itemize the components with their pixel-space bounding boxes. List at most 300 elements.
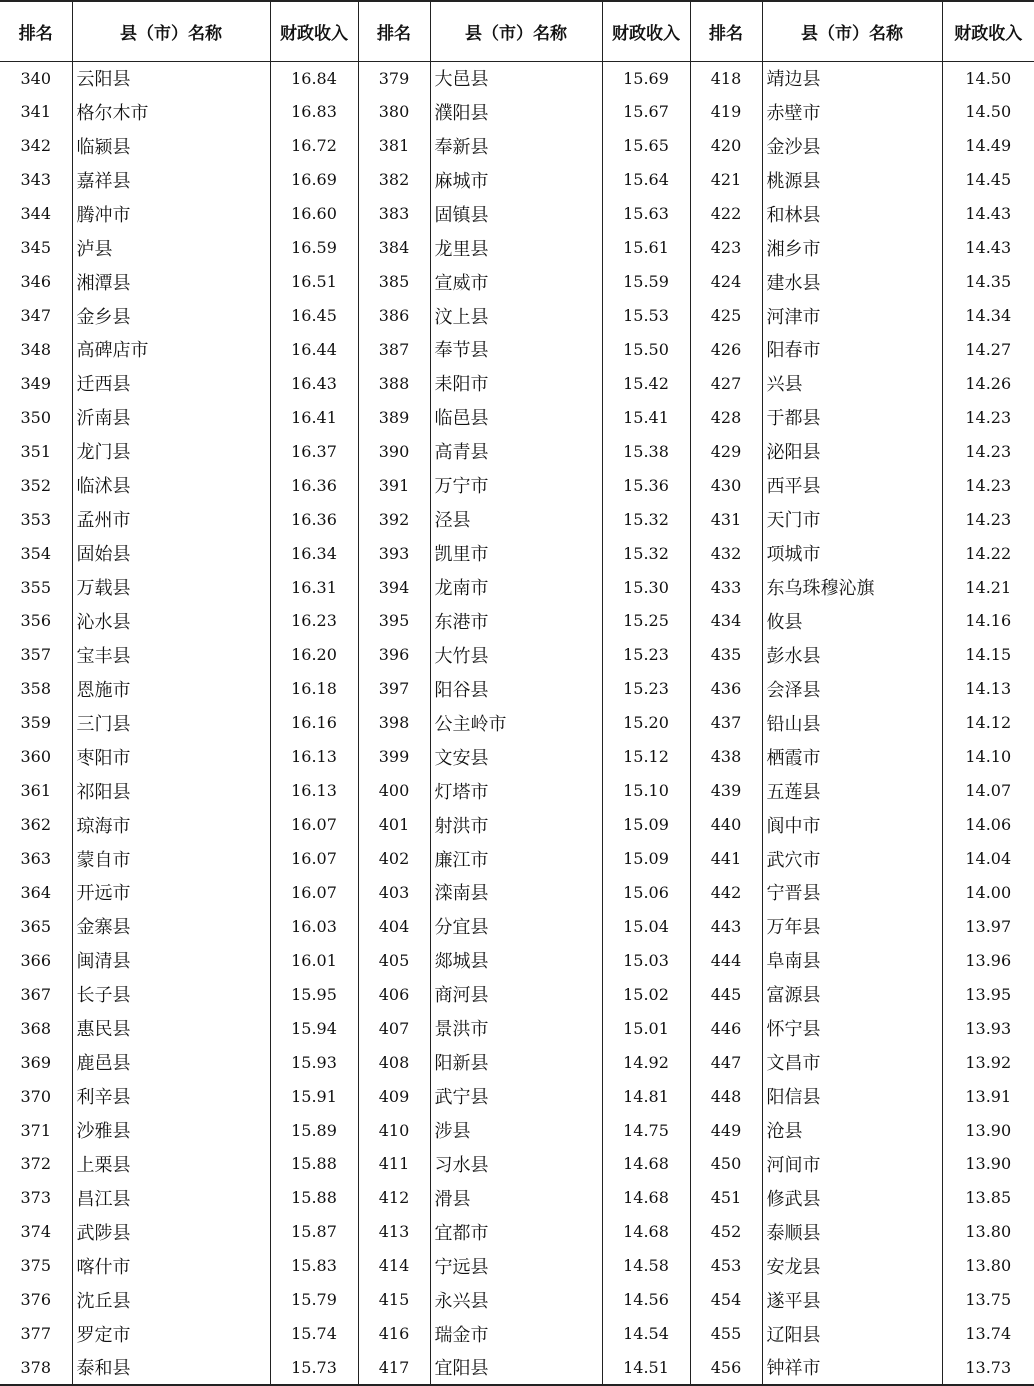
fiscal-revenue-cell: 15.32 (602, 536, 690, 570)
county-name-cell: 宝丰县 (72, 638, 270, 672)
fiscal-revenue-cell: 15.61 (602, 231, 690, 265)
county-name-cell: 汶上县 (430, 299, 602, 333)
county-name-cell: 宜阳县 (430, 1351, 602, 1385)
fiscal-revenue-cell: 14.23 (942, 468, 1034, 502)
rank-cell: 397 (358, 672, 430, 706)
county-name-cell: 赤壁市 (762, 95, 942, 129)
rank-cell: 372 (20, 1154, 52, 1174)
fiscal-revenue-cell: 16.43 (270, 366, 358, 400)
table-header (0, 1, 1034, 61)
county-name-cell: 文昌市 (762, 1045, 942, 1079)
header-fiscal-revenue: 财政收入 (602, 1, 690, 61)
rank-cell: 417 (358, 1351, 430, 1385)
county-name-cell: 安龙县 (762, 1249, 942, 1283)
county-name-cell: 奉新县 (430, 129, 602, 163)
rank-cell: 439 (690, 774, 762, 808)
county-name-cell: 景洪市 (430, 1011, 602, 1045)
county-name-cell: 腾冲市 (72, 197, 270, 231)
county-name-cell: 于都县 (762, 400, 942, 434)
rank-cell: 366 (20, 950, 52, 970)
county-name-cell: 建水县 (762, 265, 942, 299)
county-name-cell: 麻城市 (430, 163, 602, 197)
fiscal-revenue-cell: 15.42 (602, 366, 690, 400)
rank-cell: 426 (690, 333, 762, 367)
rank-cell: 399 (358, 740, 430, 774)
county-name-cell: 阳春市 (762, 333, 942, 367)
fiscal-revenue-cell: 14.68 (602, 1215, 690, 1249)
county-name-cell: 滑县 (430, 1181, 602, 1215)
rank-cell: 416 (358, 1317, 430, 1351)
fiscal-revenue-cell: 14.51 (602, 1351, 690, 1385)
table-row (0, 502, 1034, 536)
rank-cell: 364 (20, 882, 52, 902)
fiscal-revenue-cell: 15.12 (602, 740, 690, 774)
county-name-cell: 习水县 (430, 1147, 602, 1181)
table-row (0, 1215, 1034, 1249)
rank-cell: 454 (690, 1283, 762, 1317)
rank-cell: 449 (690, 1113, 762, 1147)
rank-cell: 418 (690, 61, 762, 95)
fiscal-revenue-cell: 16.34 (270, 536, 358, 570)
rank-cell: 360 (20, 747, 52, 767)
county-name-cell: 铅山县 (762, 706, 942, 740)
rank-cell: 373 (20, 1188, 52, 1208)
fiscal-revenue-cell: 14.23 (942, 502, 1034, 536)
rank-cell: 452 (690, 1215, 762, 1249)
rank-cell: 370 (20, 1086, 52, 1106)
rank-cell: 389 (358, 400, 430, 434)
fiscal-revenue-cell: 14.06 (942, 808, 1034, 842)
county-name-cell: 天门市 (762, 502, 942, 536)
rank-cell: 357 (20, 645, 52, 665)
county-name-cell: 泌阳县 (762, 434, 942, 468)
rank-cell: 395 (358, 604, 430, 638)
county-name-cell: 固始县 (72, 536, 270, 570)
county-name-cell: 孟州市 (72, 502, 270, 536)
rank-cell: 374 (20, 1222, 52, 1242)
fiscal-revenue-cell: 16.13 (270, 740, 358, 774)
fiscal-revenue-cell: 14.50 (942, 95, 1034, 129)
county-name-cell: 泰顺县 (762, 1215, 942, 1249)
county-name-cell: 嘉祥县 (72, 163, 270, 197)
rank-cell: 447 (690, 1045, 762, 1079)
fiscal-revenue-cell: 15.67 (602, 95, 690, 129)
rank-cell: 442 (690, 876, 762, 910)
table-row (0, 95, 1034, 129)
fiscal-revenue-cell: 16.84 (270, 61, 358, 95)
county-name-cell: 阜南县 (762, 943, 942, 977)
rank-cell: 437 (690, 706, 762, 740)
fiscal-revenue-cell: 15.69 (602, 61, 690, 95)
county-name-cell: 遂平县 (762, 1283, 942, 1317)
county-name-cell: 射洪市 (430, 808, 602, 842)
table-row (0, 265, 1034, 299)
rank-cell: 421 (690, 163, 762, 197)
fiscal-revenue-cell: 16.51 (270, 265, 358, 299)
rank-cell: 361 (20, 781, 52, 801)
rank-cell: 393 (358, 536, 430, 570)
fiscal-revenue-cell: 16.20 (270, 638, 358, 672)
county-name-cell: 武穴市 (762, 842, 942, 876)
rank-cell: 371 (20, 1120, 52, 1140)
table-row (0, 299, 1034, 333)
rank-cell: 411 (358, 1147, 430, 1181)
table-row (0, 1011, 1034, 1045)
fiscal-revenue-cell: 13.91 (942, 1079, 1034, 1113)
rank-cell: 446 (690, 1011, 762, 1045)
fiscal-revenue-cell: 15.74 (270, 1317, 358, 1351)
fiscal-revenue-cell: 14.43 (942, 197, 1034, 231)
rank-cell: 444 (690, 943, 762, 977)
rank-cell: 422 (690, 197, 762, 231)
rank-cell: 412 (358, 1181, 430, 1215)
rank-cell: 405 (358, 943, 430, 977)
county-name-cell: 攸县 (762, 604, 942, 638)
fiscal-revenue-cell: 16.18 (270, 672, 358, 706)
fiscal-revenue-cell: 13.73 (942, 1351, 1034, 1385)
table-row (0, 1079, 1034, 1113)
rank-cell: 407 (358, 1011, 430, 1045)
rank-cell: 359 (20, 713, 52, 733)
county-name-cell: 凯里市 (430, 536, 602, 570)
fiscal-revenue-cell: 14.21 (942, 570, 1034, 604)
rank-cell: 382 (358, 163, 430, 197)
fiscal-revenue-cell: 15.53 (602, 299, 690, 333)
county-name-cell: 永兴县 (430, 1283, 602, 1317)
county-name-cell: 临邑县 (430, 400, 602, 434)
county-name-cell: 沧县 (762, 1113, 942, 1147)
fiscal-revenue-cell: 15.23 (602, 672, 690, 706)
county-name-cell: 万年县 (762, 909, 942, 943)
table-row (0, 61, 1034, 95)
fiscal-revenue-cell: 13.90 (942, 1147, 1034, 1181)
fiscal-revenue-cell: 16.60 (270, 197, 358, 231)
county-name-cell: 金寨县 (72, 909, 270, 943)
table-row (0, 909, 1034, 943)
county-name-cell: 鹿邑县 (72, 1045, 270, 1079)
county-name-cell: 金乡县 (72, 299, 270, 333)
fiscal-revenue-cell: 14.45 (942, 163, 1034, 197)
rank-cell: 419 (690, 95, 762, 129)
county-name-cell: 东港市 (430, 604, 602, 638)
table-row (0, 876, 1034, 910)
table-row (0, 604, 1034, 638)
fiscal-revenue-cell: 13.80 (942, 1249, 1034, 1283)
table-row (0, 366, 1034, 400)
fiscal-revenue-cell: 15.25 (602, 604, 690, 638)
rank-cell: 413 (358, 1215, 430, 1249)
table-row (0, 400, 1034, 434)
county-name-cell: 沁水县 (72, 604, 270, 638)
county-name-cell: 云阳县 (72, 61, 270, 95)
rank-cell: 356 (20, 611, 52, 631)
rank-cell: 438 (690, 740, 762, 774)
county-name-cell: 耒阳市 (430, 366, 602, 400)
fiscal-revenue-cell: 15.03 (602, 943, 690, 977)
fiscal-revenue-cell: 15.73 (270, 1351, 358, 1385)
table-row (0, 1351, 1034, 1385)
rank-cell: 453 (690, 1249, 762, 1283)
county-name-cell: 沙雅县 (72, 1113, 270, 1147)
county-name-cell: 项城市 (762, 536, 942, 570)
rank-cell: 375 (20, 1256, 52, 1276)
fiscal-revenue-cell: 14.81 (602, 1079, 690, 1113)
fiscal-revenue-cell: 15.79 (270, 1283, 358, 1317)
table-row (0, 333, 1034, 367)
county-name-cell: 沈丘县 (72, 1283, 270, 1317)
fiscal-revenue-cell: 16.36 (270, 468, 358, 502)
fiscal-revenue-cell: 16.37 (270, 434, 358, 468)
rank-cell: 384 (358, 231, 430, 265)
table-row (0, 706, 1034, 740)
county-name-cell: 泸县 (72, 231, 270, 265)
header-rank: 排名 (0, 1, 72, 61)
rank-cell: 387 (358, 333, 430, 367)
county-name-cell: 河津市 (762, 299, 942, 333)
county-name-cell: 阆中市 (762, 808, 942, 842)
county-name-cell: 宜都市 (430, 1215, 602, 1249)
rank-cell: 386 (358, 299, 430, 333)
rank-cell: 410 (358, 1113, 430, 1147)
county-name-cell: 商河县 (430, 977, 602, 1011)
rank-cell: 346 (20, 272, 52, 292)
rank-cell: 424 (690, 265, 762, 299)
county-name-cell: 昌江县 (72, 1181, 270, 1215)
rank-cell: 434 (690, 604, 762, 638)
rank-cell: 423 (690, 231, 762, 265)
county-name-cell: 会泽县 (762, 672, 942, 706)
county-name-cell: 彭水县 (762, 638, 942, 672)
rank-cell: 377 (20, 1324, 52, 1344)
county-name-cell: 修武县 (762, 1181, 942, 1215)
county-name-cell: 宁晋县 (762, 876, 942, 910)
county-name-cell: 泾县 (430, 502, 602, 536)
rank-cell: 348 (20, 339, 52, 359)
fiscal-revenue-cell: 14.75 (602, 1113, 690, 1147)
rank-cell: 432 (690, 536, 762, 570)
county-name-cell: 泰和县 (72, 1351, 270, 1385)
county-name-cell: 宁远县 (430, 1249, 602, 1283)
rank-cell: 440 (690, 808, 762, 842)
fiscal-revenue-cell: 15.59 (602, 265, 690, 299)
table-row (0, 740, 1034, 774)
county-name-cell: 濮阳县 (430, 95, 602, 129)
rank-cell: 398 (358, 706, 430, 740)
fiscal-revenue-cell: 16.41 (270, 400, 358, 434)
rank-cell: 404 (358, 909, 430, 943)
fiscal-revenue-cell: 15.93 (270, 1045, 358, 1079)
table-row (0, 231, 1034, 265)
table-row (0, 1045, 1034, 1079)
fiscal-revenue-cell: 13.97 (942, 909, 1034, 943)
rank-cell: 408 (358, 1045, 430, 1079)
county-name-cell: 廉江市 (430, 842, 602, 876)
rank-cell: 451 (690, 1181, 762, 1215)
fiscal-revenue-cell: 15.94 (270, 1011, 358, 1045)
table-row (0, 1181, 1034, 1215)
county-name-cell: 固镇县 (430, 197, 602, 231)
rank-cell: 456 (690, 1351, 762, 1385)
rank-cell: 450 (690, 1147, 762, 1181)
rank-cell: 441 (690, 842, 762, 876)
rank-cell: 352 (20, 475, 52, 495)
table-row (0, 197, 1034, 231)
fiscal-revenue-cell: 14.07 (942, 774, 1034, 808)
header-county-name: 县（市）名称 (72, 1, 270, 61)
fiscal-revenue-cell: 13.90 (942, 1113, 1034, 1147)
fiscal-revenue-cell: 16.07 (270, 876, 358, 910)
rank-cell: 443 (690, 909, 762, 943)
fiscal-revenue-cell: 15.09 (602, 842, 690, 876)
fiscal-revenue-cell: 14.16 (942, 604, 1034, 638)
fiscal-revenue-cell: 15.41 (602, 400, 690, 434)
fiscal-revenue-cell: 15.63 (602, 197, 690, 231)
county-name-cell: 钟祥市 (762, 1351, 942, 1385)
fiscal-revenue-cell: 15.89 (270, 1113, 358, 1147)
header-county-name: 县（市）名称 (762, 1, 942, 61)
table-row (0, 977, 1034, 1011)
rank-cell: 402 (358, 842, 430, 876)
county-name-cell: 龙南市 (430, 570, 602, 604)
fiscal-revenue-cell: 14.00 (942, 876, 1034, 910)
fiscal-revenue-cell: 16.07 (270, 808, 358, 842)
table-row (0, 842, 1034, 876)
fiscal-revenue-cell: 15.04 (602, 909, 690, 943)
fiscal-revenue-cell: 14.26 (942, 366, 1034, 400)
county-name-cell: 和林县 (762, 197, 942, 231)
rank-cell: 349 (20, 373, 52, 393)
fiscal-revenue-cell: 15.02 (602, 977, 690, 1011)
rank-cell: 428 (690, 400, 762, 434)
table-row (0, 1147, 1034, 1181)
county-name-cell: 万宁市 (430, 468, 602, 502)
county-name-cell: 分宜县 (430, 909, 602, 943)
rank-cell: 448 (690, 1079, 762, 1113)
fiscal-revenue-cell: 14.50 (942, 61, 1034, 95)
rank-cell: 381 (358, 129, 430, 163)
county-name-cell: 公主岭市 (430, 706, 602, 740)
fiscal-revenue-cell: 15.88 (270, 1147, 358, 1181)
table-row (0, 434, 1034, 468)
fiscal-revenue-cell: 14.23 (942, 434, 1034, 468)
county-name-cell: 靖边县 (762, 61, 942, 95)
fiscal-revenue-cell: 15.87 (270, 1215, 358, 1249)
fiscal-revenue-cell: 16.13 (270, 774, 358, 808)
rank-cell: 445 (690, 977, 762, 1011)
fiscal-revenue-cell: 14.43 (942, 231, 1034, 265)
table-row (0, 1283, 1034, 1317)
county-name-cell: 涉县 (430, 1113, 602, 1147)
county-name-cell: 栖霞市 (762, 740, 942, 774)
fiscal-revenue-cell: 15.09 (602, 808, 690, 842)
rank-cell: 401 (358, 808, 430, 842)
fiscal-revenue-cell: 14.12 (942, 706, 1034, 740)
county-name-cell: 五莲县 (762, 774, 942, 808)
county-name-cell: 湘潭县 (72, 265, 270, 299)
rank-cell: 425 (690, 299, 762, 333)
county-name-cell: 阳信县 (762, 1079, 942, 1113)
fiscal-revenue-cell: 14.58 (602, 1249, 690, 1283)
fiscal-revenue-cell: 16.36 (270, 502, 358, 536)
county-name-cell: 开远市 (72, 876, 270, 910)
fiscal-revenue-cell: 15.30 (602, 570, 690, 604)
county-name-cell: 辽阳县 (762, 1317, 942, 1351)
rank-cell: 362 (20, 815, 52, 835)
header-fiscal-revenue: 财政收入 (942, 1, 1034, 61)
county-name-cell: 龙门县 (72, 434, 270, 468)
county-name-cell: 阳新县 (430, 1045, 602, 1079)
rank-cell: 344 (20, 204, 52, 224)
header-county-name: 县（市）名称 (430, 1, 602, 61)
rank-cell: 436 (690, 672, 762, 706)
rank-cell: 345 (20, 238, 52, 258)
fiscal-revenue-cell: 14.23 (942, 400, 1034, 434)
county-name-cell: 蒙自市 (72, 842, 270, 876)
county-name-cell: 东乌珠穆沁旗 (762, 570, 942, 604)
rank-cell: 363 (20, 849, 52, 869)
rank-cell: 380 (358, 95, 430, 129)
county-name-cell: 格尔木市 (72, 95, 270, 129)
fiscal-revenue-cell: 15.91 (270, 1079, 358, 1113)
county-name-cell: 惠民县 (72, 1011, 270, 1045)
rank-cell: 435 (690, 638, 762, 672)
rank-cell: 379 (358, 61, 430, 95)
rank-cell: 378 (0, 1351, 72, 1385)
county-name-cell: 迁西县 (72, 366, 270, 400)
table-row (0, 1113, 1034, 1147)
fiscal-revenue-cell: 16.44 (270, 333, 358, 367)
rank-cell: 385 (358, 265, 430, 299)
county-name-cell: 兴县 (762, 366, 942, 400)
county-name-cell: 武宁县 (430, 1079, 602, 1113)
county-name-cell: 瑞金市 (430, 1317, 602, 1351)
fiscal-revenue-cell: 15.20 (602, 706, 690, 740)
county-name-cell: 罗定市 (72, 1317, 270, 1351)
county-name-cell: 桃源县 (762, 163, 942, 197)
fiscal-revenue-cell: 15.01 (602, 1011, 690, 1045)
fiscal-revenue-cell: 13.74 (942, 1317, 1034, 1351)
rank-cell: 353 (20, 509, 52, 529)
county-name-cell: 大竹县 (430, 638, 602, 672)
county-name-cell: 怀宁县 (762, 1011, 942, 1045)
fiscal-revenue-cell: 16.72 (270, 129, 358, 163)
county-name-cell: 郯城县 (430, 943, 602, 977)
fiscal-revenue-cell: 14.35 (942, 265, 1034, 299)
rank-cell: 390 (358, 434, 430, 468)
fiscal-revenue-cell: 16.45 (270, 299, 358, 333)
fiscal-revenue-cell: 15.88 (270, 1181, 358, 1215)
fiscal-revenue-cell: 15.83 (270, 1249, 358, 1283)
table-row (0, 570, 1034, 604)
county-name-cell: 临沭县 (72, 468, 270, 502)
fiscal-revenue-cell: 16.31 (270, 570, 358, 604)
county-name-cell: 西平县 (762, 468, 942, 502)
county-name-cell: 枣阳市 (72, 740, 270, 774)
county-name-cell: 高碑店市 (72, 333, 270, 367)
header-rank: 排名 (690, 1, 762, 61)
table-row (0, 638, 1034, 672)
rank-cell: 368 (20, 1018, 52, 1038)
table-row (0, 468, 1034, 502)
rank-cell: 415 (358, 1283, 430, 1317)
fiscal-revenue-cell: 14.54 (602, 1317, 690, 1351)
fiscal-revenue-cell: 15.23 (602, 638, 690, 672)
county-name-cell: 长子县 (72, 977, 270, 1011)
county-name-cell: 恩施市 (72, 672, 270, 706)
county-name-cell: 琼海市 (72, 808, 270, 842)
table-row (0, 536, 1034, 570)
county-name-cell: 沂南县 (72, 400, 270, 434)
